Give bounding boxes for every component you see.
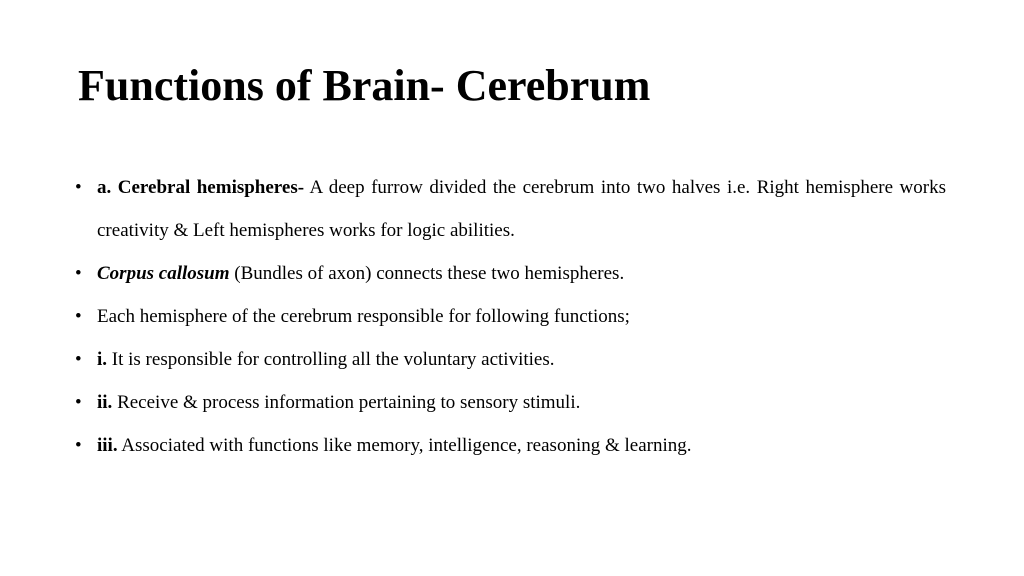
bullet-icon: • (75, 306, 82, 327)
bullet-text: Each hemisphere of the cerebrum responsible for following functions; (97, 306, 630, 327)
bullet-prefix: iii. (97, 435, 118, 456)
bullet-text: Receive & process information pertaining to sensory stimuli. (112, 392, 581, 413)
bullet-text: A deep furrow divided the cerebrum into two halves i.e. Right hemisphere works creativity & Left hemispheres works for logic abilities. (97, 177, 946, 241)
bullet-item-sensory-stimuli (72, 381, 946, 424)
bullet-icon: • (75, 263, 82, 284)
bullet-text: Associated with functions like memory, intelligence, reasoning & learning. (117, 435, 692, 456)
bullet-prefix: Corpus callosum (97, 263, 230, 284)
bullet-item-memory-intelligence (72, 424, 946, 467)
bullet-text: (Bundles of axon) connects these two hemispheres. (229, 263, 625, 284)
bullet-prefix: ii. (97, 392, 113, 413)
bullet-list (72, 166, 946, 467)
bullet-item-voluntary-activities (72, 338, 946, 381)
bullet-prefix: i. (97, 349, 108, 370)
bullet-text: It is responsible for controlling all the voluntary activities. (107, 349, 555, 370)
bullet-item-cerebral-hemispheres (72, 166, 946, 252)
slide-title: Functions of Brain- Cerebrum (78, 61, 651, 110)
bullet-icon: • (75, 435, 82, 456)
bullet-item-corpus-callosum (72, 252, 946, 295)
bullet-icon: • (75, 349, 82, 370)
bullet-prefix: a. Cerebral hemispheres- (97, 177, 305, 198)
bullet-icon: • (75, 392, 82, 413)
bullet-item-hemisphere-functions (72, 295, 946, 338)
bullet-icon: • (75, 177, 82, 198)
